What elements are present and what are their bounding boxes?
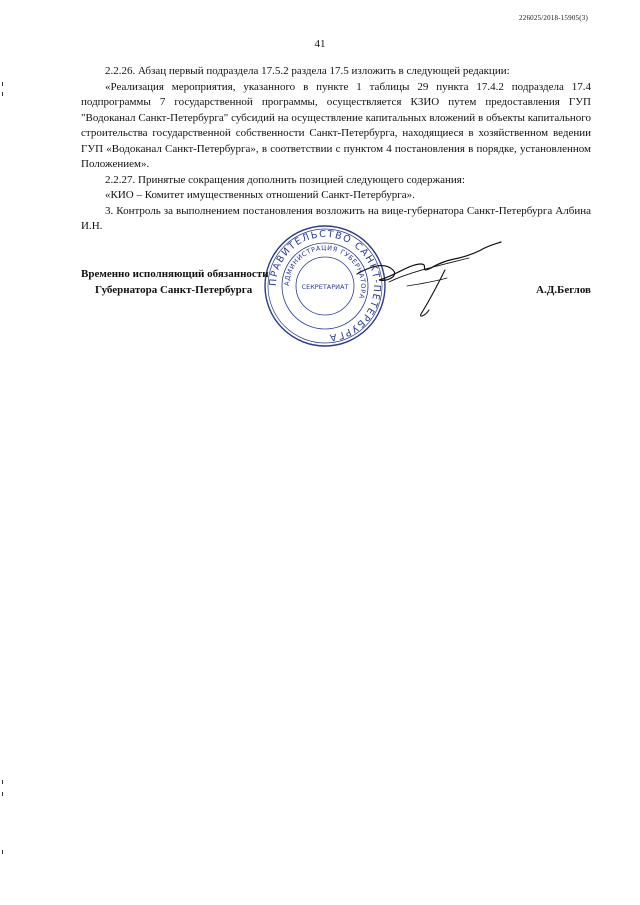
paragraph-2-2-27: 2.2.27. Принятые сокращения дополнить позицией следующего содержания: [105, 173, 465, 186]
signatory-title-line1: Временно исполняющий обязанности [81, 268, 269, 280]
signature-block [81, 228, 591, 372]
margin-mark [2, 850, 3, 854]
seal-outer-text: ПРАВИТЕЛЬСТВО САНКТ-ПЕТЕРБУРГА [267, 228, 383, 343]
paragraph-control: 3. Контроль за выполнением постановления возложить на вице-губернатора Санкт-Петербурга Албина И.Н. [81, 204, 591, 232]
seal-inner-text: АДМИНИСТРАЦИЯ ГУБЕРНАТОРА [282, 243, 368, 300]
margin-mark [2, 82, 3, 86]
signatory-title-line2: Губернатора Санкт-Петербурга [95, 284, 253, 296]
document-body [81, 64, 591, 235]
seal-center-text: СЕКРЕТАРИАТ [301, 283, 349, 291]
scan-margin-marks [2, 0, 8, 905]
document-id: 226025/2018-15905(3) [519, 14, 588, 22]
margin-mark [2, 792, 3, 796]
margin-mark [2, 780, 3, 784]
handwritten-signature [349, 236, 519, 326]
signatory-name: А.Д.Беглов [536, 284, 591, 296]
page-number: 41 [314, 38, 326, 50]
paragraph-2-2-26: 2.2.26. Абзац первый подраздела 17.5.2 раздела 17.5 изложить в следующей редакции: [105, 65, 510, 77]
paragraph-kio-definition: «КИО – Комитет имущественных отношений Санкт-Петербурга». [105, 189, 415, 201]
margin-mark [2, 92, 3, 96]
paragraph-quote-implementation: «Реализация мероприятия, указанного в пункте 1 таблицы 29 пункта 17.4.2 подраздела 17.4 подпрограммы 7 государственной программы, осуществляется КЗИО путем предоставления ГУП "Водоканал Санкт-Петербурга" субсидий на осуществление капитальных вложений в объекты капитального строительства государственной собственности Санкт-Петербурга, находящиеся в хозяйственном ведении ГУП «Водоканал Санкт-Петербурга», в соответствии с пунктом 4 постановления в порядке, установленном Положением». [81, 80, 591, 170]
